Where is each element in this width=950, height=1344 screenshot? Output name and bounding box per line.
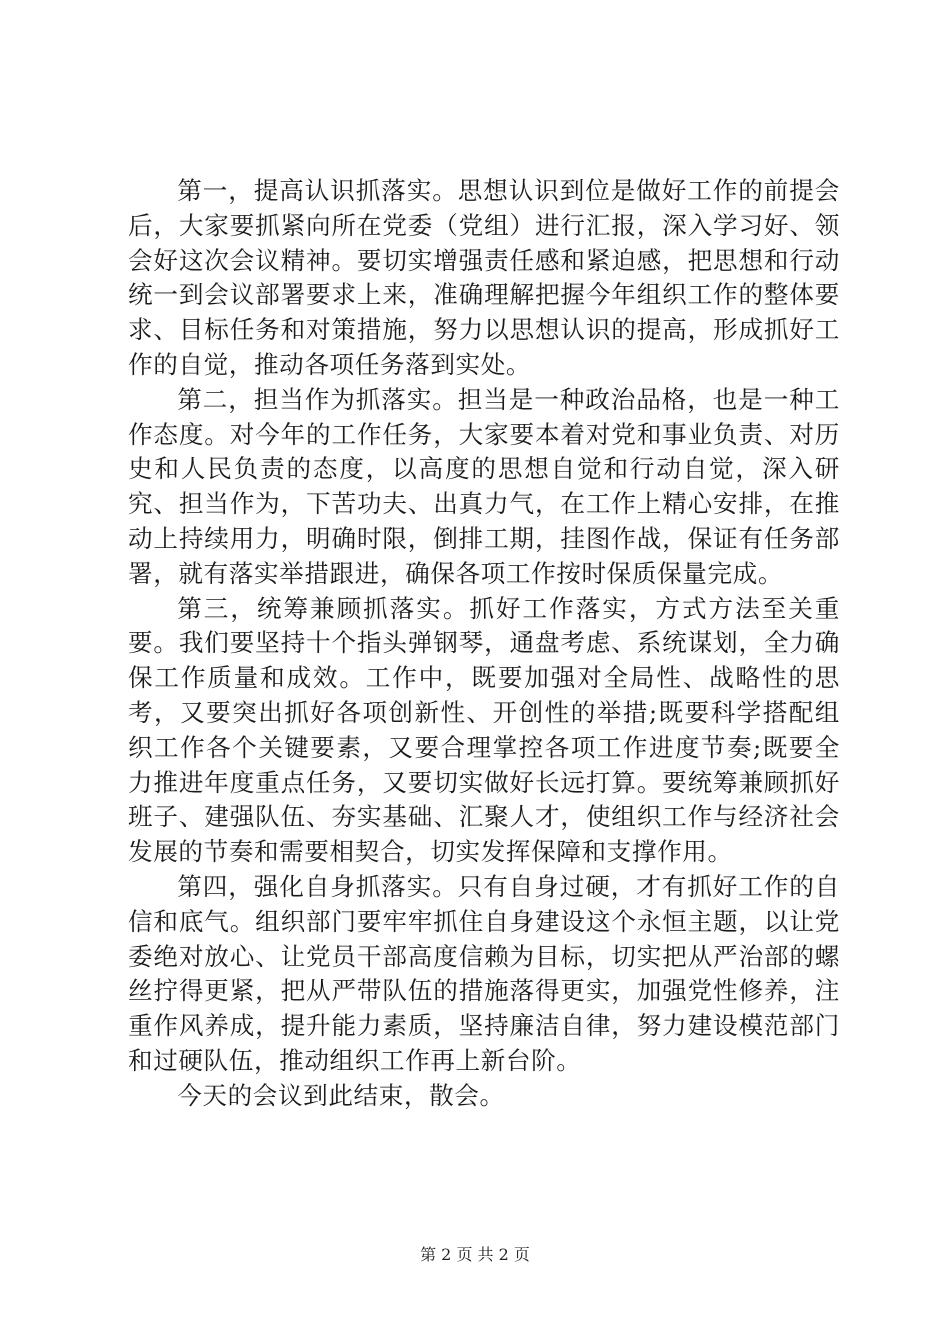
paragraph-closing: 今天的会议到此结束，散会。 bbox=[177, 1080, 505, 1110]
page-number-footer: 第 2 页 共 2 页 bbox=[420, 1245, 530, 1264]
paragraph-fourth-point: 第四，强化自身抓落实。只有自身过硬，才有抓好工作的自信和底气。组织部门要牢牢抓住自身建设这个永恒主题，以让党委绝对放心、让党员干部高度信赖为目标，切实把从严治部的螺丝拧得更紧，把从严带队伍的措施落得更实，加强党性修养，注重作风养成，提升能力素质，坚持廉洁自律，努力建设模范部门和过硬队伍，推动组织工作再上新台阶。 bbox=[128, 871, 840, 1075]
paragraph-second-point: 第二，担当作为抓落实。担当是一种政治品格，也是一种工作态度。对今年的工作任务，大家要本着对党和事业负责、对历史和人民负责的态度，以高度的思想自觉和行动自觉，深入研究、担当作为，下苦功夫、出真力气，在工作上精心安排，在推动上持续用力，明确时限，倒排工期，挂图作战，保证有任务部署，就有落实举措跟进，确保各项工作按时保质保量完成。 bbox=[128, 384, 840, 588]
paragraph-first-point: 第一，提高认识抓落实。思想认识到位是做好工作的前提会后，大家要抓紧向所在党委（党组）进行汇报，深入学习好、领会好这次会议精神。要切实增强责任感和紧迫感，把思想和行动统一到会议部署要求上来，准确理解把握今年组织工作的整体要求、目标任务和对策措施，努力以思想认识的提高，形成抓好工作的自觉，推动各项任务落到实处。 bbox=[128, 176, 840, 379]
document-body bbox=[128, 174, 840, 1114]
paragraph-third-point: 第三，统筹兼顾抓落实。抓好工作落实，方式方法至关重要。我们要坚持十个指头弹钢琴，通盘考虑、系统谋划，全力确保工作质量和成效。工作中，既要加强对全局性、战略性的思考，又要突出抓好各项创新性、开创性的举措;既要科学搭配组织工作各个关键要素，又要合理掌控各项工作进度节奏;既要全力推进年度重点任务，又要切实做好长远打算。要统筹兼顾抓好班子、建强队伍、夯实基础、汇聚人才，使组织工作与经济社会发展的节奏和需要相契合，切实发挥保障和支撑作用。 bbox=[128, 593, 840, 867]
